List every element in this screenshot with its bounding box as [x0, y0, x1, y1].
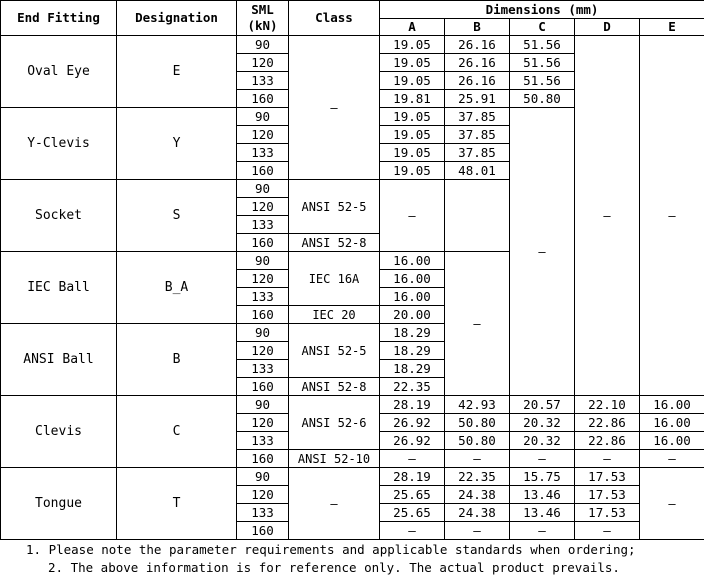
dim-a-cell: 19.05	[380, 108, 445, 126]
end-fitting-cell: Socket	[1, 180, 117, 252]
table-row	[1, 468, 704, 486]
dim-a-cell: 28.19	[380, 396, 445, 414]
dim-e-cell: 16.00	[640, 432, 704, 450]
dim-c-cell: –	[510, 522, 575, 540]
designation-cell: S	[117, 180, 237, 252]
class-cell: IEC 20	[289, 306, 380, 324]
sml-cell: 160	[237, 306, 289, 324]
dim-a-cell: 16.00	[380, 288, 445, 306]
header-dim-d: D	[575, 19, 640, 36]
dim-b-cell: –	[445, 522, 510, 540]
sml-cell: 90	[237, 396, 289, 414]
dim-a-cell: 26.92	[380, 414, 445, 432]
dim-a-cell: 16.00	[380, 252, 445, 270]
designation-cell: E	[117, 36, 237, 108]
designation-cell: B	[117, 324, 237, 396]
header-dim-e: E	[640, 19, 704, 36]
dim-a-cell: –	[380, 180, 445, 252]
dim-a-cell: 20.00	[380, 306, 445, 324]
sml-cell: 90	[237, 180, 289, 198]
sml-cell: 133	[237, 216, 289, 234]
dim-b-cell: 37.85	[445, 126, 510, 144]
dim-c-cell: 51.56	[510, 54, 575, 72]
sml-cell: 160	[237, 234, 289, 252]
designation-cell: Y	[117, 108, 237, 180]
sml-cell: 120	[237, 198, 289, 216]
class-cell: ANSI 52-5	[289, 324, 380, 378]
dim-a-cell: 19.05	[380, 54, 445, 72]
end-fitting-cell: Tongue	[1, 468, 117, 540]
dim-b-cell: 37.85	[445, 108, 510, 126]
dim-e-cell: –	[640, 468, 704, 540]
sml-cell: 120	[237, 126, 289, 144]
sml-cell: 90	[237, 36, 289, 54]
dim-b-cell: 24.38	[445, 486, 510, 504]
dim-a-cell: 19.81	[380, 90, 445, 108]
sml-cell: 90	[237, 252, 289, 270]
dim-d-cell: –	[575, 522, 640, 540]
dim-a-cell: 19.05	[380, 162, 445, 180]
sml-cell: 160	[237, 162, 289, 180]
dim-b-cell: 48.01	[445, 162, 510, 180]
header-designation: Designation	[117, 1, 237, 36]
sml-cell: 120	[237, 54, 289, 72]
sml-cell: 90	[237, 108, 289, 126]
sml-cell: 90	[237, 324, 289, 342]
designation-cell: T	[117, 468, 237, 540]
header-sml	[237, 1, 289, 36]
end-fitting-cell: IEC Ball	[1, 252, 117, 324]
dim-a-cell: 19.05	[380, 144, 445, 162]
table-row	[1, 36, 704, 54]
sml-cell: 120	[237, 486, 289, 504]
sml-cell: 160	[237, 90, 289, 108]
dim-a-cell: 18.29	[380, 342, 445, 360]
class-cell: ANSI 52-8	[289, 378, 380, 396]
dim-a-cell: 18.29	[380, 360, 445, 378]
table-row	[1, 396, 704, 414]
dim-c-cell: –	[510, 108, 575, 396]
sml-cell: 120	[237, 270, 289, 288]
footnotes	[0, 541, 704, 577]
dim-a-cell: 19.05	[380, 72, 445, 90]
sml-cell: 120	[237, 342, 289, 360]
dim-c-cell: 51.56	[510, 36, 575, 54]
dim-d-cell: 17.53	[575, 504, 640, 522]
end-fitting-cell: Clevis	[1, 396, 117, 468]
dim-d-cell: 22.86	[575, 414, 640, 432]
dim-b-cell	[445, 180, 510, 252]
end-fitting-cell: Y-Clevis	[1, 108, 117, 180]
dim-b-cell: 26.16	[445, 36, 510, 54]
dim-b-cell: –	[445, 252, 510, 396]
header-dimensions: Dimensions (mm)	[380, 1, 704, 19]
dim-b-cell: –	[445, 450, 510, 468]
sml-cell: 133	[237, 72, 289, 90]
dim-d-cell: 22.86	[575, 432, 640, 450]
dim-b-cell: 42.93	[445, 396, 510, 414]
dim-c-cell: 20.32	[510, 432, 575, 450]
dim-a-cell: –	[380, 522, 445, 540]
dim-c-cell: 20.32	[510, 414, 575, 432]
class-cell: ANSI 52-5	[289, 180, 380, 234]
dim-a-cell: 22.35	[380, 378, 445, 396]
dim-a-cell: 26.92	[380, 432, 445, 450]
dim-a-cell: –	[380, 450, 445, 468]
header-sml-label: SML	[251, 2, 274, 17]
sml-cell: 160	[237, 450, 289, 468]
sml-cell: 160	[237, 522, 289, 540]
class-cell: ANSI 52-10	[289, 450, 380, 468]
dim-d-cell: 17.53	[575, 468, 640, 486]
dim-c-cell: 13.46	[510, 504, 575, 522]
dim-b-cell: 50.80	[445, 414, 510, 432]
dim-c-cell: –	[510, 450, 575, 468]
dim-d-cell: –	[575, 450, 640, 468]
dim-d-cell: –	[575, 36, 640, 396]
header-class: Class	[289, 1, 380, 36]
dim-d-cell: 22.10	[575, 396, 640, 414]
sml-cell: 133	[237, 360, 289, 378]
dim-a-cell: 28.19	[380, 468, 445, 486]
dim-c-cell: 15.75	[510, 468, 575, 486]
footnote-1: 1. Please note the parameter requirements and applicable standards when ordering;	[26, 542, 636, 557]
designation-cell: C	[117, 396, 237, 468]
dim-c-cell: 13.46	[510, 486, 575, 504]
dim-a-cell: 25.65	[380, 486, 445, 504]
dim-d-cell: 17.53	[575, 486, 640, 504]
dim-b-cell: 50.80	[445, 432, 510, 450]
dim-c-cell: 50.80	[510, 90, 575, 108]
class-cell: –	[289, 468, 380, 540]
dim-a-cell: 18.29	[380, 324, 445, 342]
dim-b-cell: 37.85	[445, 144, 510, 162]
dim-a-cell: 19.05	[380, 36, 445, 54]
dim-a-cell: 16.00	[380, 270, 445, 288]
header-dim-b: B	[445, 19, 510, 36]
dim-e-cell: –	[640, 450, 704, 468]
sml-cell: 133	[237, 144, 289, 162]
header-end-fitting: End Fitting	[1, 1, 117, 36]
class-cell: ANSI 52-8	[289, 234, 380, 252]
class-cell: –	[289, 36, 380, 180]
dim-b-cell: 26.16	[445, 54, 510, 72]
dim-b-cell: 24.38	[445, 504, 510, 522]
sml-cell: 133	[237, 288, 289, 306]
designation-cell: B_A	[117, 252, 237, 324]
sml-cell: 133	[237, 504, 289, 522]
dim-a-cell: 19.05	[380, 126, 445, 144]
dim-b-cell: 25.91	[445, 90, 510, 108]
class-cell: IEC 16A	[289, 252, 380, 306]
sml-cell: 160	[237, 378, 289, 396]
dim-e-cell: 16.00	[640, 396, 704, 414]
end-fitting-cell: Oval Eye	[1, 36, 117, 108]
header-dim-a: A	[380, 19, 445, 36]
footnote-2: 2. The above information is for reference only. The actual product prevails.	[48, 560, 620, 575]
dim-b-cell: 22.35	[445, 468, 510, 486]
dim-e-cell: 16.00	[640, 414, 704, 432]
dim-c-cell: 51.56	[510, 72, 575, 90]
end-fitting-cell: ANSI Ball	[1, 324, 117, 396]
dim-a-cell: 25.65	[380, 504, 445, 522]
header-sml-unit: (kN)	[247, 18, 278, 33]
sml-cell: 133	[237, 432, 289, 450]
sml-cell: 120	[237, 414, 289, 432]
header-dim-c: C	[510, 19, 575, 36]
dim-b-cell: 26.16	[445, 72, 510, 90]
dim-e-cell: –	[640, 36, 704, 396]
class-cell: ANSI 52-6	[289, 396, 380, 450]
sml-cell: 90	[237, 468, 289, 486]
dim-c-cell: 20.57	[510, 396, 575, 414]
